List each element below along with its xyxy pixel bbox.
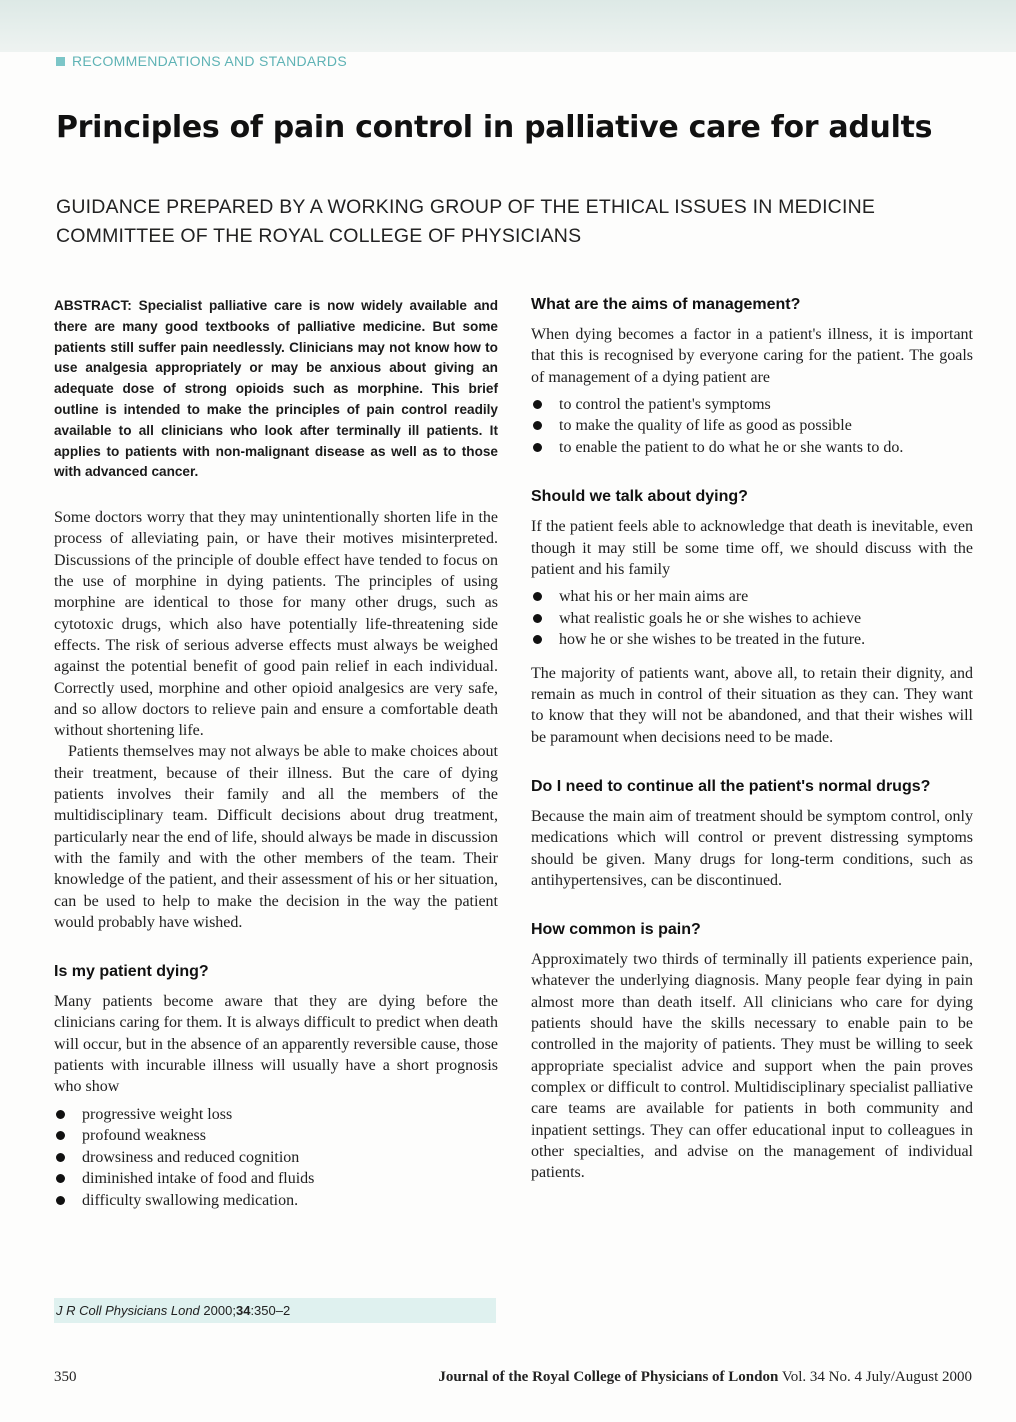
abstract-label: ABSTRACT: (54, 298, 132, 313)
list-item: drowsiness and reduced cognition (54, 1147, 498, 1169)
citation-volume: 34 (235, 1303, 251, 1318)
bullet-icon (56, 1131, 65, 1140)
bullet-icon (56, 1110, 65, 1119)
citation (54, 1298, 496, 1323)
talk-paragraph: If the patient feels able to acknowledge that death is inevitable, even though it may still be some time off, we should discuss with the patient and his family (531, 518, 973, 578)
talk-paragraph-2: The majority of patients want, above all, to retain their dignity, and remain as much in control of their situation as they can. They want to know that they will not be abandoned, and that their wishes will be paramount when decisions need to be made. (531, 664, 973, 746)
section-label-text: RECOMMENDATIONS AND STANDARDS (72, 53, 347, 69)
page-number: 350 (54, 1369, 77, 1385)
right-column (531, 296, 973, 1183)
citation-pages: :350–2 (250, 1303, 291, 1318)
footer-journal (438, 1369, 972, 1386)
bullet-icon (533, 635, 542, 644)
aims-heading: What are the aims of management? (531, 296, 801, 313)
article-title: Principles of pain control in palliative care for adults (56, 110, 933, 145)
intro-paragraph-2: Patients themselves may not always be able to make choices about their treatment, because of their illness. But the care of dying patients involves their family and all the members of the multidisciplinary team. Difficult decisions about drug treatment, particularly near the end of life, should always be made in discussion with the family and with the other members of the team. Their knowledge of the patient, and their assessment of his or her situation, can be used to help to make the decision in the way the patient would probably have wished. (54, 743, 498, 931)
bullet-icon (533, 592, 542, 601)
left-column (54, 296, 498, 1211)
dying-signs-list (54, 1104, 498, 1212)
bullet-icon (56, 1153, 65, 1162)
article-subtitle: GUIDANCE PREPARED BY A WORKING GROUP OF THE ETHICAL ISSUES IN MEDICINE COMMITTEE OF THE ROYAL COLLEGE OF PHYSICIANS (56, 196, 876, 247)
list-item: progressive weight loss (54, 1104, 498, 1126)
footer-issue-info: Vol. 34 No. 4 July/August 2000 (781, 1369, 972, 1385)
pain-paragraph: Approximately two thirds of terminally ill patients experience pain, whatever the underlying diagnosis. Many people fear dying in pain almost more than death itself. All clinicians who care for dying patients should have the skills necessary to enable pain to be controlled in the majority of patients. They must be willing to seek appropriate specialist advice and support when the pain proves complex or difficult to control. Multidisciplinary specialist palliative care teams are available for patients in both community and inpatient settings. They can offer educational input to colleagues in other specialties, and advise on the management of individual patients. (531, 951, 973, 1182)
drugs-paragraph: Because the main aim of treatment should be symptom control, only medications which will control or prevent distressing symptoms should be given. Many drugs for long-term conditions, such as antihypertensives, can be discontinued. (531, 807, 973, 889)
citation-journal: J R Coll Physicians Lond (56, 1303, 200, 1318)
footer-journal-name: Journal of the Royal College of Physicians of London (438, 1369, 779, 1385)
dying-heading: Is my patient dying? (54, 963, 209, 981)
abstract (54, 296, 498, 483)
list-item: what his or her main aims are (531, 586, 973, 608)
list-item: difficulty swallowing medication. (54, 1190, 498, 1212)
header-band (0, 0, 1016, 52)
bullet-icon (56, 1174, 65, 1183)
list-item: how he or she wishes to be treated in the future. (531, 629, 973, 651)
aims-list (531, 394, 973, 459)
drugs-heading: Do I need to continue all the patient's normal drugs? (531, 777, 931, 795)
list-item: to make the quality of life as good as possible (531, 415, 973, 437)
list-item: to enable the patient to do what he or she wants to do. (531, 437, 973, 459)
intro-paragraph-1: Some doctors worry that they may unintentionally shorten life in the process of alleviating pain, or have their motives misinterpreted. Discussions of the principle of double effect have tended to focus on the use of morphine in dying patients. The principles of using morphine are identical to those for many other drugs, such as cytotoxic drugs, which also have potentially life-threatening side effects. The risk of serious adverse effects must always be weighed against the potential benefit of good pain relief in each individual. Correctly used, morphine and other opioid analgesics are very safe, and so allow doctors to relieve pain and ensure a comfortable death without shortening life. (54, 509, 498, 740)
bullet-icon (533, 421, 542, 430)
dying-paragraph: Many patients become aware that they are dying before the clinicians caring for them. It is always difficult to predict when death will occur, but in the absence of an apparently reversible cause, those patients with incurable illness will usually have a short prognosis who show (54, 993, 498, 1096)
bullet-icon (533, 614, 542, 623)
list-item: profound weakness (54, 1125, 498, 1147)
list-item: diminished intake of food and fluids (54, 1168, 498, 1190)
abstract-text: Specialist palliative care is now widely available and there are many good textbooks of palliative medicine. But some patients still suffer pain needlessly. Clinicians may not know how to use analgesia appropriately or may be anxious about giving an adequate dose of strong opioids such as morphine. This brief outline is intended to make the principles of pain control readily available to all clinicians who look after terminally ill patients. It applies to patients with non-malignant disease as well as to those with advanced cancer. (54, 298, 498, 480)
section-label (56, 53, 347, 69)
list-item: to control the patient's symptoms (531, 394, 973, 416)
bullet-icon (56, 1196, 65, 1205)
aims-paragraph: When dying becomes a factor in a patient's illness, it is important that this is recognised by everyone caring for the patient. The goals of management of a dying patient are (531, 326, 973, 386)
pain-heading: How common is pain? (531, 921, 701, 939)
citation-year: 2000; (203, 1303, 236, 1318)
list-item: what realistic goals he or she wishes to achieve (531, 608, 973, 630)
bullet-icon (533, 400, 542, 409)
bullet-icon (533, 443, 542, 452)
talk-list (531, 586, 973, 651)
talk-heading: Should we talk about dying? (531, 488, 748, 506)
section-square-icon (56, 57, 65, 66)
